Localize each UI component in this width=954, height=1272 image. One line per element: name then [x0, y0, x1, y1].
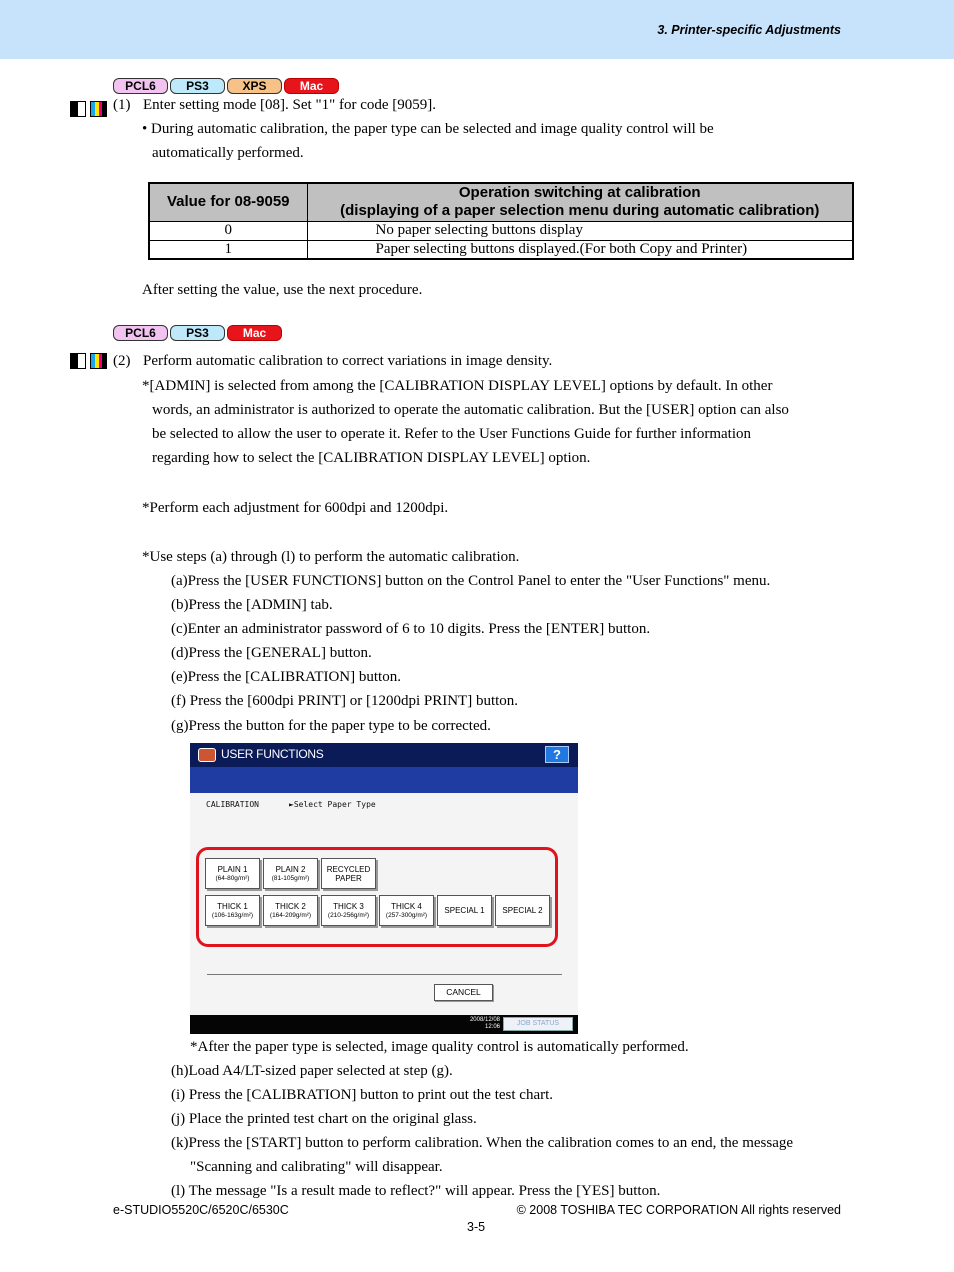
substep-k-continued: "Scanning and calibrating" will disappear.: [190, 1159, 443, 1175]
substep-b: (b)Press the [ADMIN] tab.: [171, 597, 333, 613]
monochrome-icon: [70, 101, 86, 117]
after-panel-note: *After the paper type is selected, image quality control is automatically performed.: [190, 1039, 689, 1055]
step2-note2: *Perform each adjustment for 600dpi and 1200dpi.: [142, 500, 449, 516]
panel-divider: [207, 974, 562, 975]
panel-status-bar: [190, 1015, 578, 1034]
printer-icon: [198, 748, 216, 762]
substep-l: (l) The message "Is a result made to reflect?" will appear. Press the [YES] button.: [171, 1183, 661, 1199]
button-sublabel: (164-209g/m²): [269, 911, 312, 919]
footer-page-number: 3-5: [467, 1220, 486, 1234]
panel-breadcrumb-select-paper: ►Select Paper Type: [289, 800, 376, 809]
table-cell-desc: No paper selecting buttons display: [307, 221, 853, 240]
color-icon: [90, 353, 107, 369]
substep-k: (k)Press the [START] button to perform calibration. When the calibration comes to an end, the message: [171, 1135, 794, 1151]
step1-number: (1): [113, 97, 131, 113]
table-header-operation: [307, 183, 853, 221]
button-sublabel: PAPER: [335, 873, 362, 883]
badge-ps3: PS3: [170, 325, 225, 341]
panel-datetime: [454, 1017, 500, 1031]
button-sublabel: (257-300g/m²): [385, 911, 428, 919]
badge-pcl6: PCL6: [113, 325, 168, 341]
badge-ps3: PS3: [170, 78, 225, 94]
footer-model: e-STUDIO5520C/6520C/6530C: [113, 1203, 289, 1217]
table-row: [149, 221, 853, 240]
button-label: THICK 3: [333, 901, 364, 911]
panel-tab-bar: [190, 767, 578, 793]
step2-note1-line2: words, an administrator is authorized to operate the automatic calibration. But the [USER] option can also: [152, 402, 789, 418]
driver-badges-step2: [113, 325, 282, 341]
page-header: [0, 0, 954, 59]
plain-1-button[interactable]: [205, 858, 260, 889]
badge-mac: Mac: [227, 325, 282, 341]
driver-badges-step1: [113, 78, 339, 94]
button-sublabel: (210-256g/m²): [327, 911, 370, 919]
panel-breadcrumb-calibration: CALIBRATION: [206, 800, 259, 809]
thick-1-button[interactable]: [205, 895, 260, 926]
button-label: SPECIAL 2: [502, 906, 543, 915]
step2-note1-line4: regarding how to select the [CALIBRATION DISPLAY LEVEL] option.: [152, 450, 591, 466]
step2-note1-line3: be selected to allow the user to operate it. Refer to the User Functions Guide for further information: [152, 426, 751, 442]
table-cell-desc: Paper selecting buttons displayed.(For both Copy and Printer): [307, 240, 853, 259]
button-label: PLAIN 2: [275, 864, 306, 874]
substep-e: (e)Press the [CALIBRATION] button.: [171, 669, 401, 685]
badge-mac: Mac: [284, 78, 339, 94]
button-sublabel: (64-80g/m²): [215, 874, 250, 882]
substep-a: (a)Press the [USER FUNCTIONS] button on the Control Panel to enter the "User Functions" menu.: [171, 573, 771, 589]
step2-text: Perform automatic calibration to correct variations in image density.: [143, 353, 553, 369]
table-cell-value: 0: [149, 221, 307, 240]
substep-h: (h)Load A4/LT-sized paper selected at step (g).: [171, 1063, 453, 1079]
substep-i: (i) Press the [CALIBRATION] button to print out the test chart.: [171, 1087, 554, 1103]
footer-copyright: © 2008 TOSHIBA TEC CORPORATION All rights reserved: [516, 1203, 841, 1217]
special-1-button[interactable]: [437, 895, 492, 926]
substep-f: (f) Press the [600dpi PRINT] or [1200dpi PRINT] button.: [171, 693, 519, 709]
badge-xps: XPS: [227, 78, 282, 94]
thick-4-button[interactable]: [379, 895, 434, 926]
table-header-operation-line2: (displaying of a paper selection menu during automatic calibration): [340, 202, 820, 220]
color-icon: [90, 101, 107, 117]
button-sublabel: (106-163g/m²): [211, 911, 254, 919]
panel-time: 12:06: [484, 1024, 500, 1030]
color-mode-icons-step2: [70, 353, 107, 369]
button-sublabel: (81-105g/m²): [271, 874, 310, 882]
setting-value-table: [148, 182, 854, 260]
help-button[interactable]: ?: [545, 746, 569, 763]
panel-title: USER FUNCTIONS: [221, 747, 324, 761]
control-panel-screenshot: [190, 743, 578, 1034]
step2-number: (2): [113, 353, 131, 369]
table-header-operation-line1: Operation switching at calibration: [458, 184, 701, 202]
panel-date: 2008/12/08: [469, 1017, 500, 1023]
special-2-button[interactable]: [495, 895, 550, 926]
substep-j: (j) Place the printed test chart on the original glass.: [171, 1111, 477, 1127]
step1-bullet-line2: automatically performed.: [152, 145, 304, 161]
substep-c: (c)Enter an administrator password of 6 to 10 digits. Press the [ENTER] button.: [171, 621, 651, 637]
table-row: [149, 240, 853, 259]
step1-text: Enter setting mode [08]. Set "1" for code [9059].: [143, 97, 437, 113]
thick-2-button[interactable]: [263, 895, 318, 926]
job-status-button[interactable]: JOB STATUS: [503, 1017, 573, 1031]
table-header-value: Value for 08-9059: [149, 183, 307, 221]
step1-bullet-line1: • During automatic calibration, the paper type can be selected and image quality control will be: [142, 121, 714, 137]
table-cell-value: 1: [149, 240, 307, 259]
substep-d: (d)Press the [GENERAL] button.: [171, 645, 372, 661]
badge-pcl6: PCL6: [113, 78, 168, 94]
cancel-button[interactable]: CANCEL: [434, 984, 493, 1001]
substep-g: (g)Press the button for the paper type to be corrected.: [171, 718, 491, 734]
panel-title-bar: [190, 743, 578, 767]
monochrome-icon: [70, 353, 86, 369]
step2-note1-line1: *[ADMIN] is selected from among the [CALIBRATION DISPLAY LEVEL] options by default. In other: [142, 378, 773, 394]
button-label: RECYCLED: [326, 864, 371, 874]
section-title: 3. Printer-specific Adjustments: [657, 23, 841, 37]
after-setting-text: After setting the value, use the next procedure.: [142, 282, 423, 298]
plain-2-button[interactable]: [263, 858, 318, 889]
button-label: THICK 1: [217, 901, 248, 911]
recycled-paper-button[interactable]: [321, 858, 376, 889]
color-mode-icons-step1: [70, 101, 107, 117]
step2-note3: *Use steps (a) through (l) to perform the automatic calibration.: [142, 549, 520, 565]
button-label: THICK 4: [391, 901, 422, 911]
button-label: THICK 2: [275, 901, 306, 911]
button-label: SPECIAL 1: [444, 906, 485, 915]
thick-3-button[interactable]: [321, 895, 376, 926]
button-label: PLAIN 1: [217, 864, 248, 874]
